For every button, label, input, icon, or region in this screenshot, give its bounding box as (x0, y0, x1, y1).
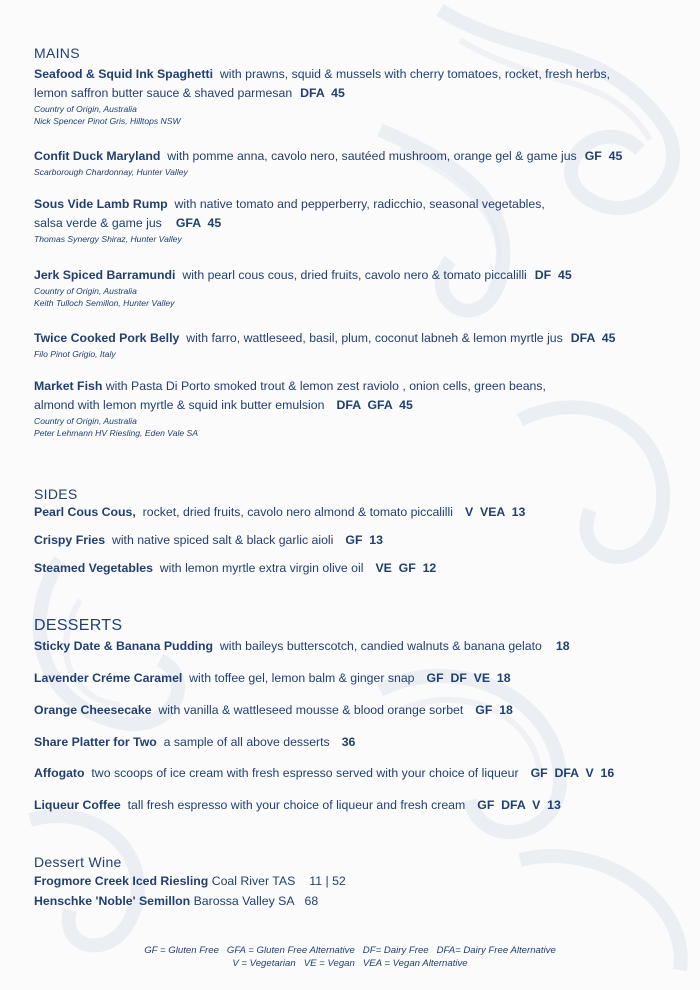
item-name: Share Platter for Two (34, 735, 157, 749)
item-tags-price: VE GF 12 (375, 561, 437, 575)
item-name: Lavender Créme Caramel (34, 671, 183, 685)
item-wine-pairing: Keith Tulloch Semillon, Hunter Valley (34, 298, 175, 308)
item-tags-price: 18 (555, 639, 570, 653)
menu-item-pork-belly (34, 329, 674, 360)
item-name: Affogato (34, 766, 85, 780)
item-tags-price: GF 18 (475, 703, 513, 717)
item-wine-pairing: Thomas Synergy Shiraz, Hunter Valley (34, 234, 182, 244)
menu-item-barramundi (34, 266, 674, 309)
item-wine-pairing: Scarborough Chardonnay, Hunter Valley (34, 167, 188, 177)
item-description: with pomme anna, cavolo nero, sautéed mushroom, orange gel & game jus (167, 149, 577, 163)
item-description: with farro, wattleseed, basil, plum, coconut labneh & lemon myrtle jus (186, 331, 563, 345)
item-name: Sous Vide Lamb Rump (34, 197, 168, 211)
item-name: Confit Duck Maryland (34, 149, 161, 163)
item-tags-price: V VEA 13 (464, 505, 526, 519)
item-price: 68 (304, 894, 319, 908)
item-description: tall fresh espresso with your choice of liqueur and fresh cream (127, 798, 466, 812)
menu-item-lamb-rump (34, 195, 674, 245)
item-description: with toffee gel, lemon balm & ginger snap (189, 671, 415, 685)
item-origin: Country of Origin, Australia (34, 286, 137, 296)
item-description: with Pasta Di Porto smoked trout & lemon zest raviolo , onion cells, green beans, (105, 379, 546, 393)
item-tags-price: GF 45 (584, 149, 623, 163)
menu-item-pearl-cous-cous (34, 503, 674, 522)
item-description: with native tomato and pepperberry, radicchio, seasonal vegetables, (174, 197, 545, 211)
item-description: a sample of all above desserts (163, 735, 330, 749)
item-tags-price: GFA 45 (175, 216, 222, 230)
menu-item-confit-duck (34, 147, 674, 178)
wine-item-henschke (34, 892, 674, 911)
item-region: Barossa Valley SA (193, 894, 295, 908)
mains-heading: MAINS (34, 45, 80, 61)
item-origin: Country of Origin, Australia (34, 104, 137, 114)
item-name: Sticky Date & Banana Pudding (34, 639, 214, 653)
dessert-wine-heading: Dessert Wine (34, 854, 122, 870)
menu-item-liqueur-coffee (34, 796, 674, 815)
item-description: two scoops of ice cream with fresh espresso served with your choice of liqueur (91, 766, 519, 780)
item-name: Henschke 'Noble' Semillon (34, 894, 191, 908)
menu-item-share-platter (34, 733, 674, 752)
item-description-cont: lemon saffron butter sauce & shaved parmesan (34, 86, 293, 100)
item-wine-pairing: Nick Spencer Pinot Gris, Hilltops NSW (34, 116, 181, 126)
item-name: Jerk Spiced Barramundi (34, 268, 176, 282)
item-tags-price: 36 (341, 735, 356, 749)
item-name: Steamed Vegetables (34, 561, 153, 575)
item-tags-price: GF DFA V 16 (530, 766, 615, 780)
menu-item-market-fish (34, 377, 674, 439)
item-description: with baileys butterscotch, candied walnuts & banana gelato (219, 639, 542, 653)
sides-heading: SIDES (34, 486, 78, 502)
item-tags-price: DF 45 (534, 268, 572, 282)
item-tags-price: DFA GFA 45 (336, 398, 413, 412)
item-tags-price: DFA 45 (570, 331, 616, 345)
menu-item-seafood-spaghetti (34, 65, 674, 127)
menu-item-creme-caramel (34, 669, 674, 688)
item-name: Liqueur Coffee (34, 798, 121, 812)
menu-item-orange-cheesecake (34, 701, 674, 720)
item-tags-price: GF 13 (345, 533, 383, 547)
menu-item-crispy-fries (34, 531, 674, 550)
item-name: Seafood & Squid Ink Spaghetti (34, 67, 213, 81)
item-price: 11 | 52 (309, 874, 346, 888)
item-wine-pairing: Filo Pinot Grigio, Italy (34, 349, 116, 359)
menu-item-sticky-date (34, 637, 674, 656)
desserts-heading: DESSERTS (34, 617, 123, 634)
item-description: with native spiced salt & black garlic aioli (111, 533, 334, 547)
item-name: Crispy Fries (34, 533, 106, 547)
item-description: with lemon myrtle extra virgin olive oil (159, 561, 364, 575)
dietary-legend (0, 944, 700, 970)
item-tags-price: GF DFA V 13 (477, 798, 561, 812)
item-name: Orange Cheesecake (34, 703, 152, 717)
item-description-cont: almond with lemon myrtle & squid ink butter emulsion (34, 398, 325, 412)
item-tags-price: DFA 45 (300, 86, 345, 100)
menu-item-affogato (34, 764, 674, 783)
item-name: Twice Cooked Pork Belly (34, 331, 180, 345)
item-description: with pearl cous cous, dried fruits, cavolo nero & tomato piccalilli (182, 268, 527, 282)
item-description-cont: salsa verde & game jus (34, 216, 162, 230)
item-description: with vanilla & wattleseed mousse & blood orange sorbet (158, 703, 464, 717)
item-description: rocket, dried fruits, cavolo nero almond & tomato piccalilli (142, 505, 453, 519)
item-tags-price: GF DF VE 18 (426, 671, 511, 685)
legend-line-1: GF = Gluten Free GFA = Gluten Free Alternative DF= Dairy Free DFA= Dairy Free Alternative (144, 945, 556, 956)
menu-item-steamed-vegetables (34, 559, 674, 578)
wine-item-frogmore (34, 872, 674, 891)
item-origin: Country of Origin, Australia (34, 416, 137, 426)
item-name: Pearl Cous Cous, (34, 505, 136, 519)
item-description: with prawns, squid & mussels with cherry tomatoes, rocket, fresh herbs, (219, 67, 611, 81)
item-name: Frogmore Creek Iced Riesling (34, 874, 209, 888)
item-region: Coal River TAS (211, 874, 296, 888)
legend-line-2: V = Vegetarian VE = Vegan VEA = Vegan Alternative (232, 958, 468, 969)
item-wine-pairing: Peter Lehmann HV Riesling, Eden Vale SA (34, 428, 199, 438)
item-name: Market Fish (34, 379, 103, 393)
